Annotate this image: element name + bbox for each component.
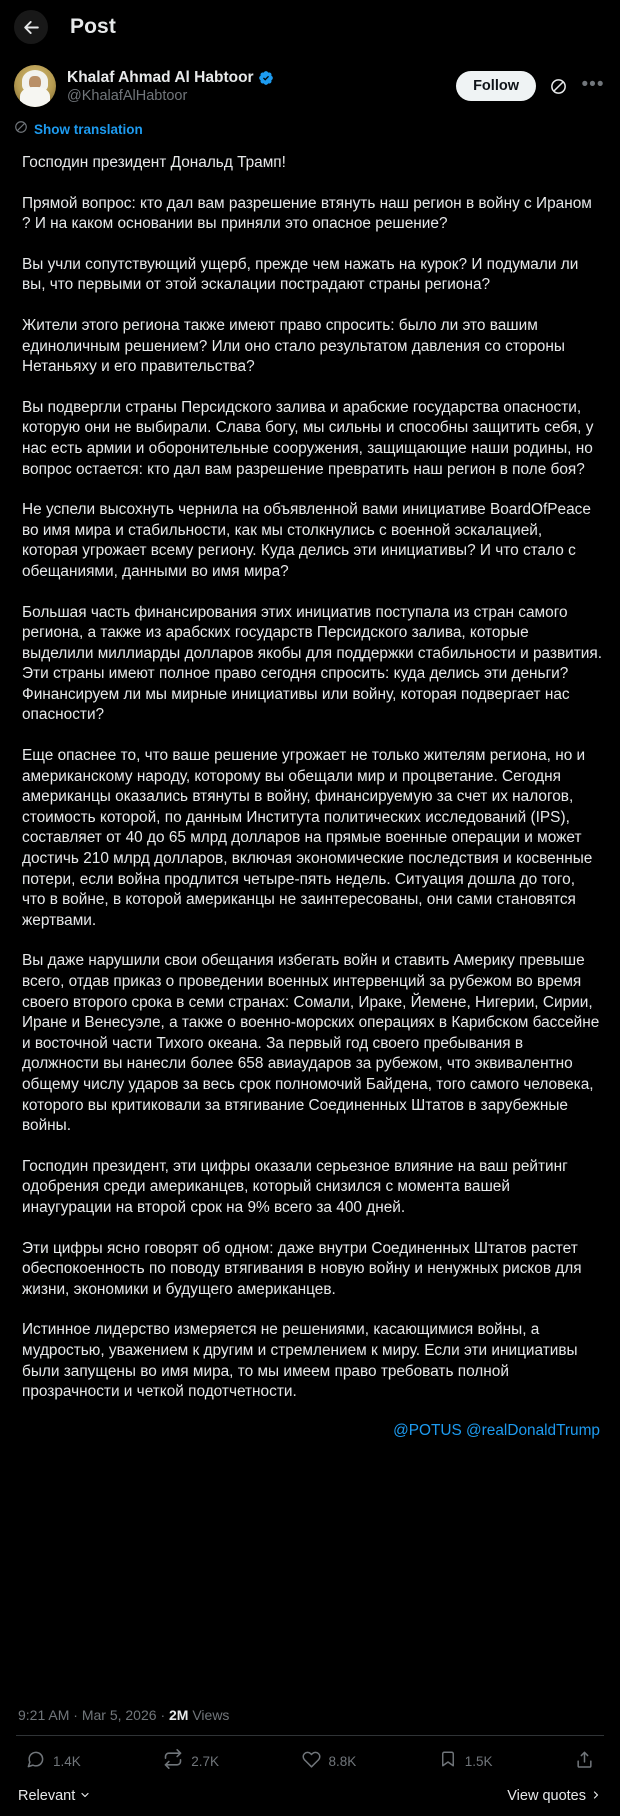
- author-name[interactable]: Khalaf Ahmad Al Habtoor: [67, 68, 254, 86]
- share-button[interactable]: [575, 1750, 594, 1774]
- post-time: 9:21 AM: [18, 1707, 70, 1723]
- meta-separator: ·: [160, 1707, 166, 1723]
- page-title: Post: [70, 15, 116, 38]
- author-meta: [67, 69, 456, 104]
- follow-button[interactable]: Follow: [456, 71, 536, 102]
- more-options-icon[interactable]: [580, 73, 606, 99]
- post-paragraph: Еще опаснее то, что ваше решение угрожает не только жителям региона, но и американскому народу, которому вы обещали мир и процветание. Сегодня американцы оказались втянуты в войну, финансируемую за счет их налогов, стоимость которой, по данным Института политических исследований (IPS), составляет от 40 до 65 млрд долларов на прямые военные операции и может достичь 210 млрд долларов, включая экономические последствия и косвенные потери, если война продлится четыре-пять недель. Ситуация дошла до того, что в войне, в которой американцы не заинтересованы, они сами становятся жертвами.: [22, 747, 593, 929]
- author-row: [0, 54, 620, 112]
- author-handle: @KhalafAlHabtoor: [67, 87, 188, 104]
- translate-icon: [14, 120, 28, 139]
- post-paragraph: Вы учли сопутствующий ущерб, прежде чем нажать на курок? И подумали ли вы, что первыми от этой эскалации пострадают страны региона?: [22, 255, 579, 294]
- avatar-body: [20, 87, 50, 107]
- post-paragraph: Прямой вопрос: кто дал вам разрешение втянуть наш регион в войну с Ираном ? И на каком основании вы приняли это опасное решение?: [22, 194, 592, 233]
- author-actions: [456, 71, 606, 102]
- bookmark-icon: [439, 1750, 457, 1773]
- retweet-icon: [163, 1749, 183, 1774]
- footer-row: [0, 1784, 620, 1816]
- retweet-count: 2.7K: [191, 1754, 220, 1769]
- post-paragraph: Вы даже нарушили свои обещания избегать войн и ставить Америку превыше всего, отдав приказ о проведении военных интервенций за рубежом во время своего второго срока в семи странах: Сомали, Ираке, Йемене, Нигерии, Сирии, Иране и Венесуэле, а также о военно-морских операциях в Карибском бассейне и восточной части Тихого океана. За первый год своего пребывания в должности вы нанесли более 658 авиаударов за рубежом, что эквивалентно общему числу ударов за весь срок полномочий Байдена, того самого человека, которого вы критиковали за втягивание Соединенных Штатов в зарубежные войны.: [22, 952, 600, 1135]
- back-button[interactable]: [14, 10, 48, 44]
- top-navigation-bar: [0, 0, 620, 54]
- show-translation-label[interactable]: Show translation: [34, 122, 143, 137]
- share-icon: [575, 1750, 594, 1774]
- post-mentions: [22, 1403, 602, 1442]
- view-quotes-label: View quotes: [507, 1788, 586, 1804]
- reply-count: 1.4K: [53, 1754, 81, 1769]
- reply-icon: [26, 1750, 45, 1774]
- chevron-down-icon: [79, 1789, 91, 1803]
- post-paragraph: Большая часть финансирования этих инициатив поступала из стран самого региона, а также из арабских государств Персидского залива, которые выделили миллиарды долларов якобы для поддержки стабильности и развития. Эти страны имеют полное право сегодня спросить: куда делись эти деньги? Финансируем ли мы мирные инициативы или войну, которая подвергает нас опасности?: [22, 603, 602, 724]
- views-label: Views: [192, 1707, 230, 1723]
- author-name-line: [67, 69, 456, 87]
- back-arrow-icon: [22, 18, 41, 37]
- reply-button[interactable]: [26, 1750, 81, 1774]
- retweet-button[interactable]: [163, 1749, 219, 1774]
- post-date: Mar 5, 2026: [81, 1707, 157, 1723]
- more-dots-glyph: •••: [581, 74, 605, 95]
- like-heart-icon: [302, 1750, 321, 1774]
- post-paragraph: Истинное лидерство измеряется не решениями, касающимися войны, а мудростью, уважением к другим и стремлением к миру. Если эти инициативы были запущены во имя мира, то мы имеем право требовать полной прозрачности и четкой подотчетности.: [22, 1321, 578, 1401]
- post-paragraph: Господин президент, эти цифры оказали серьезное влияние на ваш рейтинг одобрения среди американцев, который снизился с момента вашей инаугурации на второй срок на 9% всего за 400 дней.: [22, 1157, 568, 1216]
- post-text-body: [0, 141, 620, 1693]
- post-paragraph: Господин президент Дональд Трамп!: [22, 154, 286, 171]
- like-button[interactable]: [302, 1750, 357, 1774]
- post-paragraph: Эти цифры ясно говорят об одном: даже внутри Соединенных Штатов растет обеспокоенность по поводу втягивания в новую войну и ненужных рисков для жизни, экономики и будущего американцев.: [22, 1239, 582, 1298]
- post-paragraph: Жители этого региона также имеют право спросить: было ли это вашим единоличным решением? Или оно стало результатом давления со стороны Нетаньяху и его правительства?: [22, 316, 565, 376]
- verified-badge-icon: [258, 70, 274, 86]
- post-paragraph: Вы подвергли страны Персидского залива и арабские государства опасности, которую они не выбирали. Слава богу, мы сильны и способны защитить себя, у нас есть армии и оборонительные сооружения, защищающие наши родины, но вопрос остается: кто дал вам разрешение превратить наш регион в поле боя?: [22, 398, 594, 478]
- views-count: 2M: [169, 1707, 189, 1723]
- bookmark-button[interactable]: [439, 1750, 493, 1773]
- mention-links[interactable]: @POTUS @realDonaldTrump: [393, 1421, 600, 1439]
- like-count: 8.8K: [328, 1754, 357, 1769]
- sort-label: Relevant: [18, 1788, 76, 1804]
- bookmark-count: 1.5K: [464, 1754, 493, 1769]
- view-quotes-link[interactable]: [507, 1788, 602, 1804]
- post-paragraph: Не успели высохнуть чернила на объявленной вами инициативе BoardOfPeace во имя мира и стабильности, как мы столкнулись с военной эскалацией, которая угрожает всему региону. Куда делись эти инициативы? И что стало с обещаниями, данными во имя мира?: [22, 501, 591, 580]
- grok-circle-slash-icon[interactable]: [545, 73, 571, 99]
- sort-replies-dropdown[interactable]: [18, 1788, 91, 1804]
- show-translation-row[interactable]: [0, 112, 620, 141]
- avatar[interactable]: [14, 65, 56, 107]
- chevron-right-icon: [590, 1789, 602, 1803]
- post-metadata: [0, 1693, 620, 1735]
- engagement-bar: [0, 1736, 620, 1784]
- meta-separator: ·: [73, 1707, 78, 1723]
